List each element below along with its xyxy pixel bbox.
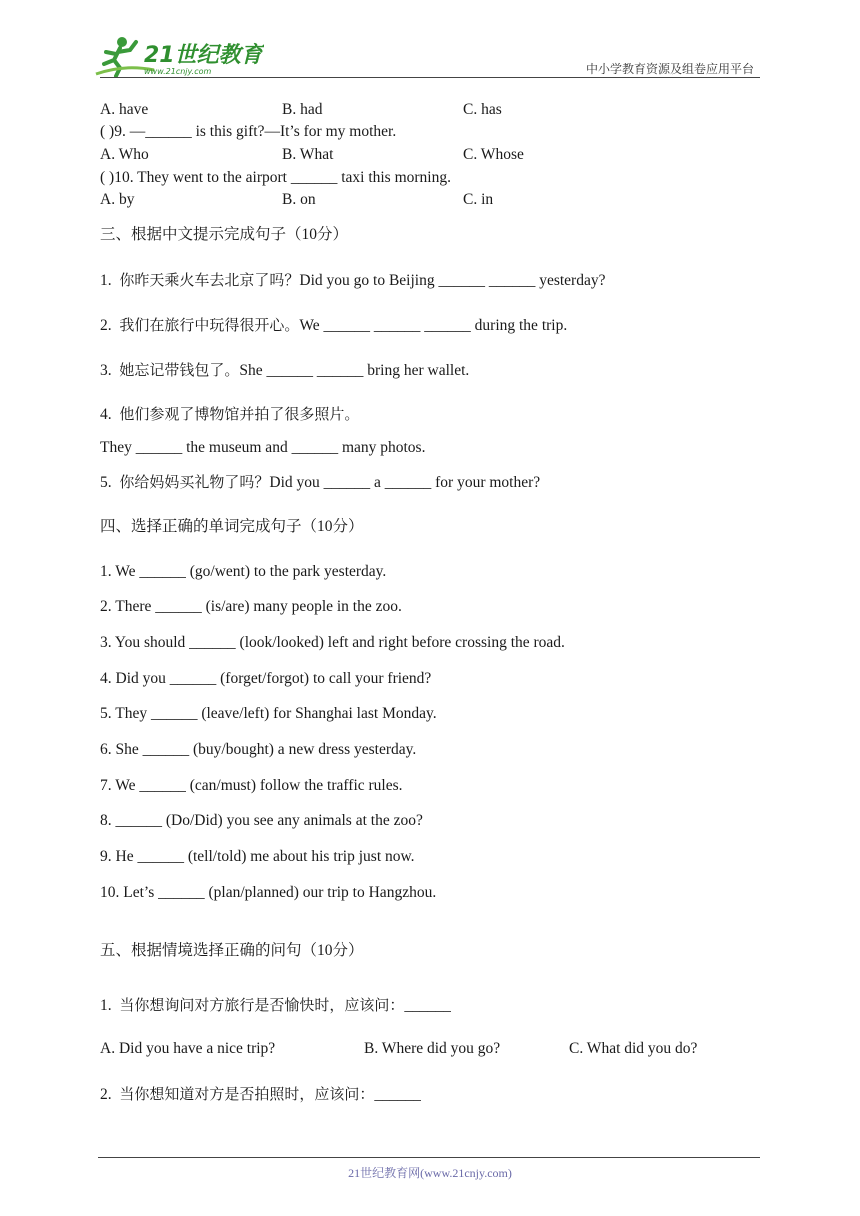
question-9: ( )9. —______ is this gift?—It’s for my mother.	[100, 123, 397, 140]
question-10: ( )10. They went to the airport ______ taxi this morning.	[100, 169, 451, 186]
section3-item-4-english: They ______ the museum and ______ many photos.	[100, 439, 426, 456]
item-english: We ______ ______ ______ during the trip.	[299, 317, 568, 334]
svg-text:21世纪教育: 21世纪教育	[144, 43, 263, 68]
item-number: 3.	[100, 362, 112, 379]
answer-blank: ______	[404, 997, 451, 1014]
section3-item-5	[100, 472, 540, 493]
section5-title: 五、根据情境选择正确的问句	[100, 941, 302, 959]
q10-option-b: B. on	[282, 191, 316, 208]
section4-item-4: 4. Did you ______ (forget/forgot) to call your friend?	[100, 670, 432, 687]
item-number: 2.	[100, 1086, 112, 1103]
page-header	[0, 0, 860, 80]
footer-text: 21世纪教育网(www.21cnjy.com)	[348, 1166, 512, 1180]
s5-q1-option-b: B. Where did you go?	[364, 1040, 501, 1057]
q8-option-b: B. had	[282, 101, 323, 118]
section4-item-1: 1. We ______ (go/went) to the park yesterday.	[100, 563, 387, 580]
item-english: She ______ ______ bring her wallet.	[239, 362, 470, 379]
section3-item-2	[100, 315, 567, 336]
section5-heading	[100, 940, 364, 961]
q10-option-a: A. by	[100, 191, 135, 208]
s5-q1-option-c: C. What did you do?	[569, 1040, 698, 1057]
q9-option-a: A. Who	[100, 146, 149, 163]
runner-logo-icon	[94, 34, 264, 78]
item-chinese: 当你想知道对方是否拍照时，应该问：	[119, 1085, 375, 1103]
section4-item-8: 8. ______ (Do/Did) you see any animals at the zoo?	[100, 812, 423, 829]
q9-option-b: B. What	[282, 146, 334, 163]
section5-score: （10分）	[301, 942, 364, 959]
item-chinese: 当你想询问对方旅行是否愉快时，应该问：	[119, 996, 405, 1014]
section4-item-9: 9. He ______ (tell/told) me about his trip just now.	[100, 848, 415, 865]
q8-option-c: C. has	[463, 101, 502, 118]
item-chinese: 她忘记带钱包了。	[119, 361, 240, 379]
section4-title: 四、选择正确的单词完成句子	[100, 517, 302, 535]
item-number: 2.	[100, 317, 112, 334]
item-number: 4.	[100, 406, 112, 423]
section3-heading	[100, 224, 348, 245]
item-number: 5.	[100, 474, 112, 491]
q9-option-c: C. Whose	[463, 146, 524, 163]
section3-score: （10分）	[286, 226, 349, 243]
section4-item-2: 2. There ______ (is/are) many people in the zoo.	[100, 598, 402, 615]
item-number: 1.	[100, 997, 112, 1014]
section5-question-1	[100, 995, 451, 1016]
q10-option-c: C. in	[463, 191, 494, 208]
item-english: Did you ______ a ______ for your mother?	[269, 474, 541, 491]
item-chinese: 他们参观了博物馆并拍了很多照片。	[119, 405, 360, 423]
section3-item-4	[100, 404, 359, 425]
section4-item-5: 5. They ______ (leave/left) for Shanghai last Monday.	[100, 705, 437, 722]
section4-item-7: 7. We ______ (can/must) follow the traffic rules.	[100, 777, 403, 794]
item-number: 1.	[100, 272, 112, 289]
section4-heading	[100, 516, 364, 537]
section4-item-10: 10. Let’s ______ (plan/planned) our trip to Hangzhou.	[100, 884, 437, 901]
section3-title: 三、根据中文提示完成句子	[100, 225, 287, 243]
footer-divider	[98, 1157, 760, 1158]
header-divider	[100, 77, 760, 78]
section4-score: （10分）	[301, 518, 364, 535]
q8-option-a: A. have	[100, 101, 149, 118]
section3-item-1	[100, 270, 605, 291]
section3-item-3	[100, 360, 469, 381]
section5-question-2	[100, 1084, 421, 1105]
item-chinese: 你给妈妈买礼物了吗？	[119, 473, 270, 491]
answer-blank: ______	[374, 1086, 421, 1103]
logo	[94, 34, 264, 78]
item-english: Did you go to Beijing ______ ______ yesterday?	[299, 272, 606, 289]
section4-item-3: 3. You should ______ (look/looked) left and right before crossing the road.	[100, 634, 565, 651]
section4-item-6: 6. She ______ (buy/bought) a new dress yesterday.	[100, 741, 417, 758]
svg-text:www.21cnjy.com: www.21cnjy.com	[144, 67, 212, 76]
platform-label: 中小学教育资源及组卷应用平台	[585, 62, 754, 76]
s5-q1-option-a: A. Did you have a nice trip?	[100, 1040, 276, 1057]
item-chinese: 你昨天乘火车去北京了吗？	[119, 271, 300, 289]
item-chinese: 我们在旅行中玩得很开心。	[119, 316, 300, 334]
